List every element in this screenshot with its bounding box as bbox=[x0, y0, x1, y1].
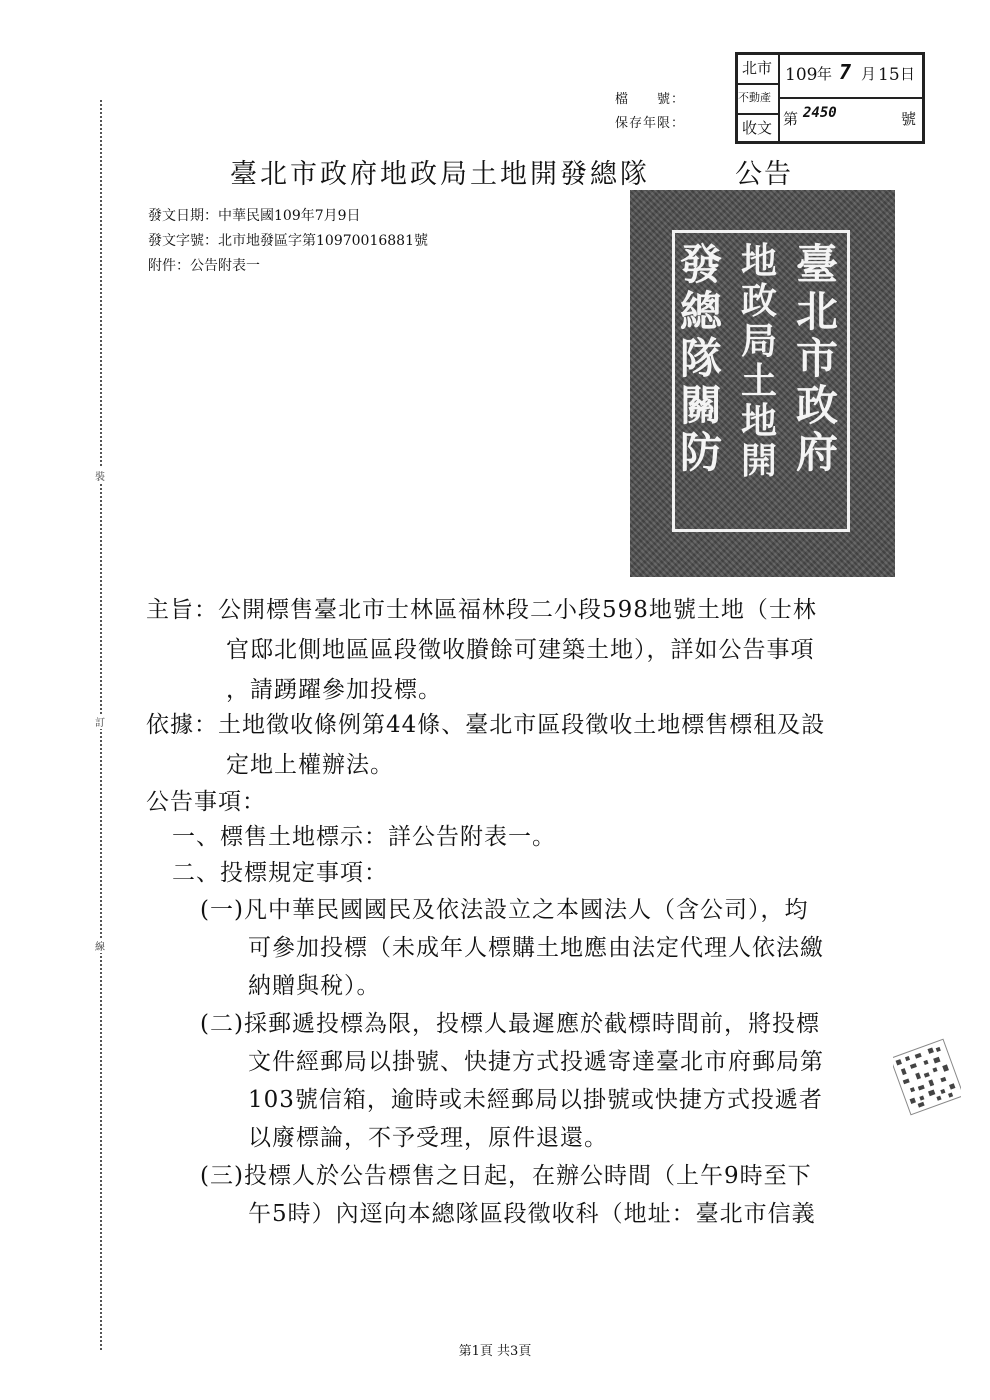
document-title: 臺北市政府地政局土地開發總隊 bbox=[230, 159, 650, 190]
basis-line-2: 定地上權辦法。 bbox=[226, 752, 394, 778]
stamp-org-mid: 不動產 bbox=[738, 91, 771, 104]
subject-line-1: 主旨：公開標售臺北市士林區福林段二小段598地號土地（士林 bbox=[146, 597, 817, 623]
sub-item-2-line-2: 文件經郵局以掛號、快捷方式投遞寄達臺北市府郵局第 bbox=[248, 1049, 824, 1075]
stamp-date-year: 109 bbox=[785, 65, 818, 85]
issue-date: 發文日期：中華民國109年7月9日 bbox=[148, 208, 361, 224]
seal-column-1: 臺 北 市 政 府 bbox=[795, 240, 838, 477]
sub-item-2-line-4: 以廢標論，不予受理，原件退還。 bbox=[248, 1125, 608, 1151]
seal-column-2: 地 政 局 土 地 開 bbox=[740, 240, 777, 482]
stamp-date-month-unit: 月 bbox=[861, 65, 877, 83]
seal-column-3: 發 總 隊 關 防 bbox=[679, 240, 722, 477]
item-2: 二、投標規定事項： bbox=[172, 860, 388, 886]
stamp-number: 2450 bbox=[803, 105, 837, 121]
retention-label: 保存年限： bbox=[615, 116, 686, 131]
sub-item-1-line-2: 可參加投標（未成年人標購土地應由法定代理人依法繳 bbox=[248, 935, 824, 961]
page-footer: 第1頁 共3頁 bbox=[458, 1344, 532, 1359]
attachment: 附件：公告附表一 bbox=[148, 258, 260, 274]
stamp-date-day-unit: 日 bbox=[900, 65, 916, 83]
qr-code bbox=[893, 1037, 961, 1117]
stamp-date-year-unit: 年 bbox=[817, 65, 833, 83]
items-heading: 公告事項： bbox=[146, 789, 266, 815]
subject-line-2: 官邸北側地區區段徵收賸餘可建築土地），詳如公告事項 bbox=[226, 637, 815, 663]
file-number-label: 檔 號： bbox=[615, 92, 686, 107]
margin-mark-line: 線 bbox=[92, 938, 108, 953]
sub-item-2-line-1: (二)採郵遞投標為限，投標人最遲應於截標時間前，將投標 bbox=[200, 1011, 820, 1037]
stamp-org-top: 北市 bbox=[742, 59, 773, 77]
margin-mark-staple: 訂 bbox=[92, 714, 108, 729]
stamp-date-month: 7 bbox=[839, 60, 852, 84]
sub-item-3-line-2: 午5時）內逕向本總隊區段徵收科（地址：臺北市信義 bbox=[248, 1201, 816, 1227]
issue-number: 發文字號：北市地發區字第10970016881號 bbox=[148, 233, 428, 249]
sub-item-2-line-3: 103號信箱，逾時或未經郵局以掛號或快捷方式投遞者 bbox=[248, 1087, 823, 1113]
item-1: 一、標售土地標示：詳公告附表一。 bbox=[172, 824, 556, 850]
sub-item-1-line-3: 納贈與稅）。 bbox=[248, 973, 381, 999]
seal-border bbox=[672, 230, 850, 532]
margin-mark-bind: 裝 bbox=[92, 468, 108, 483]
official-seal bbox=[630, 190, 895, 577]
sub-item-3-line-1: (三)投標人於公告標售之日起，在辦公時間（上午9時至下 bbox=[200, 1163, 812, 1189]
stamp-org-bottom: 收文 bbox=[742, 119, 773, 137]
basis-line-1: 依據：土地徵收條例第44條、臺北市區段徵收土地標售標租及設 bbox=[146, 712, 826, 738]
sub-item-1-line-1: (一)凡中華民國國民及依法設立之本國法人（含公司），均 bbox=[200, 897, 809, 923]
stamp-date-day: 15 bbox=[878, 65, 900, 85]
subject-line-3: ，請踴躍參加投標。 bbox=[226, 677, 442, 703]
document-type: 公告 bbox=[735, 159, 793, 190]
stamp-number-prefix: 第 bbox=[783, 110, 799, 128]
stamp-number-suffix: 號 bbox=[901, 110, 917, 128]
receipt-stamp bbox=[735, 52, 925, 144]
